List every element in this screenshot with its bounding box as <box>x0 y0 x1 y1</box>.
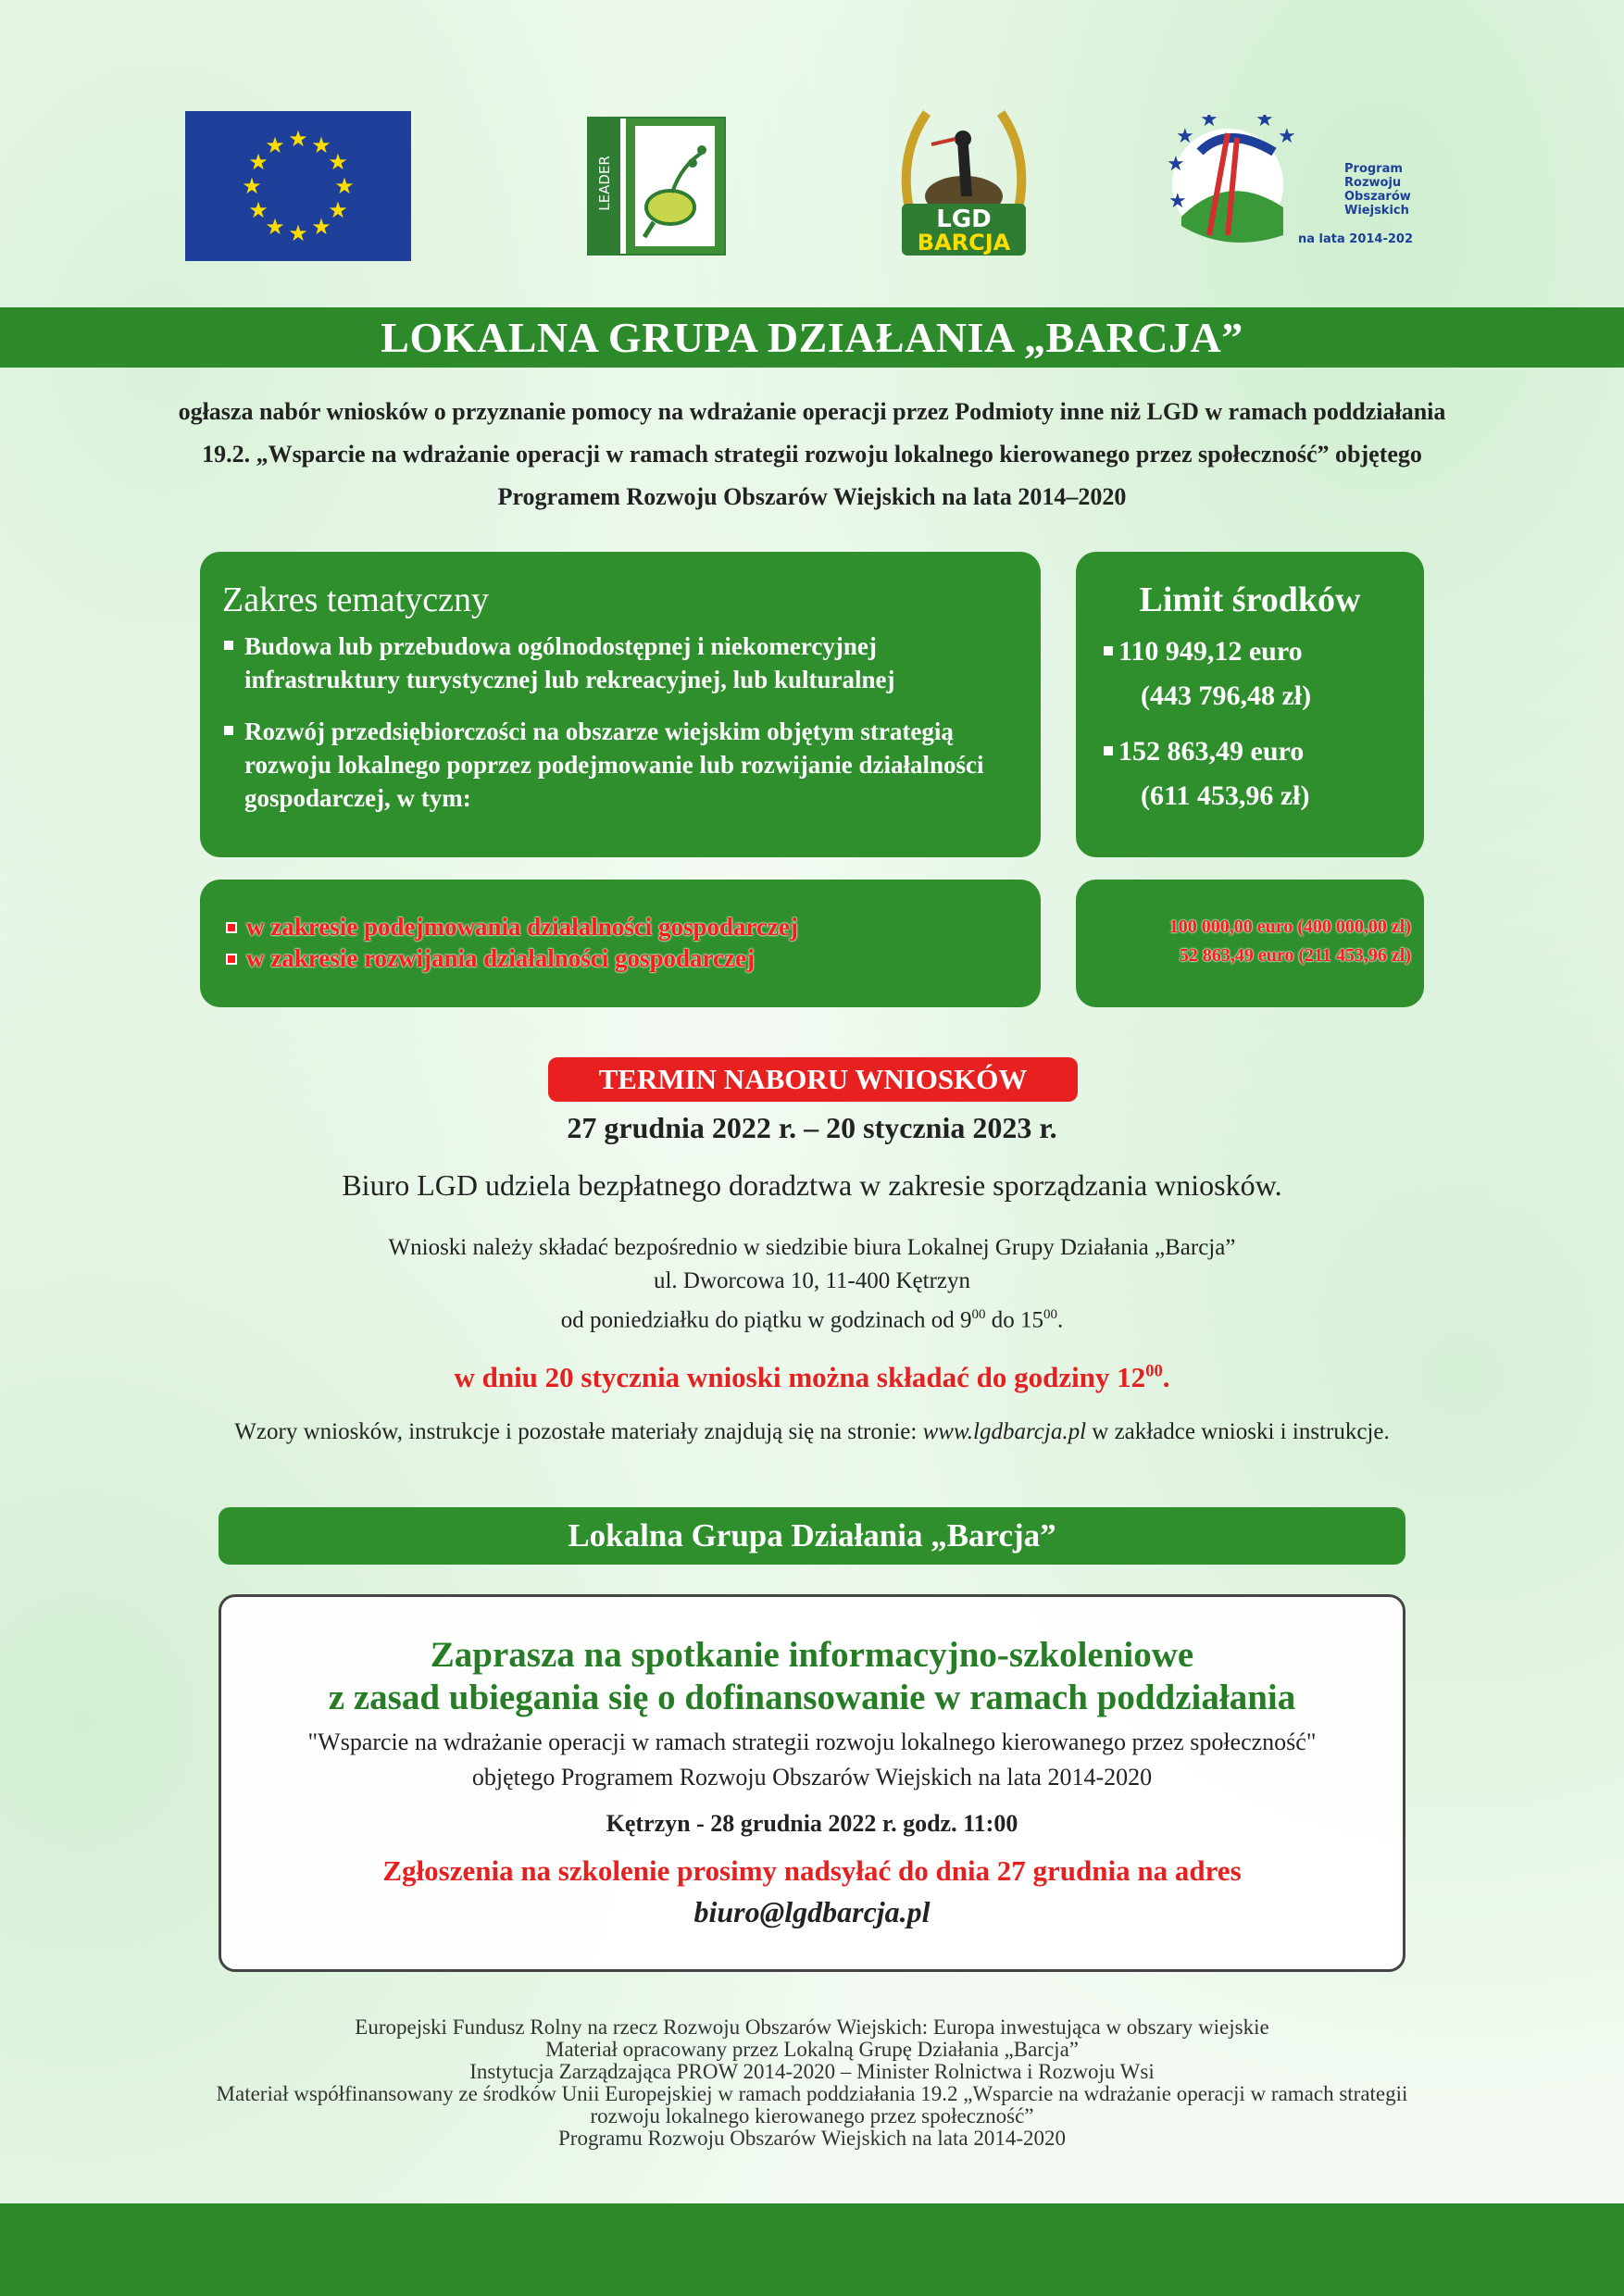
eu-flag-logo <box>185 111 411 261</box>
limit-pln: (611 453,96 zł) <box>1141 780 1310 811</box>
web-prefix: Wzory wniosków, instrukcje i pozostałe materiały znajdują się na stronie: <box>234 1419 923 1444</box>
hours-to-minutes: 00 <box>1043 1307 1057 1322</box>
place-line2: ul. Dworcowa 10, 11-400 Kętrzyn <box>653 1268 971 1293</box>
bottom-bar <box>0 2203 1624 2296</box>
meeting-email[interactable]: biuro@lgdbarcja.pl <box>693 1895 931 1928</box>
svg-text:★: ★ <box>248 149 269 175</box>
footer-line: Materiał opracowany przez Lokalną Grupę Działania „Barcja” <box>545 2038 1079 2061</box>
svg-text:★: ★ <box>334 173 355 199</box>
svg-text:★: ★ <box>328 197 348 223</box>
scope-list <box>222 630 1015 815</box>
svg-text:★: ★ <box>288 220 308 246</box>
deadline-suffix: . <box>1162 1361 1170 1393</box>
svg-text:★: ★ <box>288 126 308 152</box>
limit-pln: (443 796,48 zł) <box>1141 680 1312 711</box>
place-line1: Wnioski należy składać bezpośrednio w siedzibie biura Lokalnej Grupy Działania „Barcja” <box>388 1235 1236 1260</box>
meeting-when: Kętrzyn - 28 grudnia 2022 r. godz. 11:00 <box>606 1810 1018 1837</box>
footer-line: Europejski Fundusz Rolny na rzecz Rozwoju Obszarów Wiejskich: Europa inwestująca w obszary wiejskie <box>355 2015 1269 2039</box>
svg-text:★: ★ <box>248 197 269 223</box>
limit-item <box>1076 730 1424 818</box>
svg-text:★: ★ <box>265 214 285 240</box>
meeting-bar: Lokalna Grupa Działania „Barcja” <box>219 1507 1405 1565</box>
meeting-heading-2: z zasad ubiegania się o dofinansowanie w ramach poddziałania <box>328 1678 1296 1717</box>
web-info <box>222 1415 1402 1450</box>
sub-scope-item: w zakresie podejmowania działalności gospodarczej <box>224 911 1041 942</box>
limit-euro: 110 949,12 euro <box>1118 636 1303 667</box>
limit-box <box>1076 552 1424 857</box>
deadline-text: w dniu 20 stycznia wnioski można składać do godziny 12 <box>454 1361 1146 1393</box>
limit-list <box>1076 630 1424 818</box>
sub-scope-list <box>224 911 1041 974</box>
limit-euro: 152 863,49 euro <box>1118 736 1305 767</box>
meeting-heading-1: Zaprasza na spotkanie informacyjno-szkoleniowe <box>430 1635 1194 1675</box>
place-line3 <box>0 1298 1624 1337</box>
lgd-logo-line2: BARCJA <box>917 230 1011 256</box>
prow-logo-line4: Wiejskich <box>1344 204 1409 218</box>
svg-text:★: ★ <box>1255 115 1274 131</box>
hours-suffix: . <box>1056 1307 1064 1333</box>
meeting-quote-1: "Wsparcie na wdrażanie operacji w ramach strategii rozwoju lokalnego kierowanego przez społeczność" <box>307 1728 1317 1755</box>
meeting-box <box>219 1594 1405 1972</box>
sub-scope-box <box>200 880 1041 1007</box>
prow-logo-line2: Rozwoju <box>1344 176 1402 190</box>
title-banner: LOKALNA GRUPA DZIAŁANIA „BARCJA” <box>0 307 1624 368</box>
sub-amount-box <box>1076 880 1424 1007</box>
footer <box>74 2016 1550 2150</box>
place-info <box>0 1231 1624 1337</box>
svg-text:★: ★ <box>265 132 285 158</box>
hours-from-minutes: 00 <box>971 1307 986 1322</box>
sub-amount: 52 863,49 euro (211 453,96 zł) <box>1179 945 1411 966</box>
svg-text:★: ★ <box>1278 125 1296 148</box>
scope-title: Zakres tematyczny <box>222 580 490 619</box>
hours-prefix: od poniedziałku do piątku w godzinach od 9 <box>560 1307 972 1333</box>
footer-line: Instytucja Zarządzająca PROW 2014-2020 – Minister Rolnictwa i Rozwoju Wsi <box>469 2060 1155 2083</box>
scope-item: Rozwój przedsiębiorczości na obszarze wiejskim objętym strategią rozwoju lokalnego poprzez podejmowanie lub rozwijanie działalności gospodarczej, w tym: <box>222 715 1015 815</box>
svg-text:★: ★ <box>1167 153 1185 176</box>
sub-scope-item: w zakresie rozwijania działalności gospodarczej <box>224 942 1041 974</box>
advice-text: Biuro LGD udziela bezpłatnego doradztwa w zakresie sporządzania wniosków. <box>342 1168 1282 1202</box>
footer-line: Materiał współfinansowany ze środków Unii Europejskiej w ramach poddziałania 19.2 „Wsparcie na wdrażanie operacji w ramach strategii <box>216 2082 1408 2105</box>
footer-line: rozwoju lokalnego kierowanego przez społeczność” <box>590 2104 1034 2128</box>
prow-logo-line1: Program <box>1344 162 1403 176</box>
meeting-quote-2: objętego Programem Rozwoju Obszarów Wiejskich na lata 2014-2020 <box>471 1764 1153 1791</box>
leader-text: LEADER <box>596 156 613 211</box>
svg-text:★: ★ <box>328 149 348 175</box>
leader-logo <box>587 117 726 256</box>
svg-text:★: ★ <box>1176 125 1194 148</box>
termin-badge: TERMIN NABORU WNIOSKÓW <box>548 1057 1078 1102</box>
svg-text:★: ★ <box>1200 115 1218 131</box>
termin-dates: 27 grudnia 2022 r. – 20 stycznia 2023 r. <box>567 1111 1057 1144</box>
svg-text:★: ★ <box>311 132 331 158</box>
limit-item <box>1076 630 1424 718</box>
hours-mid: do 15 <box>985 1307 1043 1333</box>
sub-amount: 100 000,00 euro (400 000,00 zł) <box>1168 917 1411 937</box>
limit-title: Limit środków <box>1139 580 1361 619</box>
meeting-registration: Zgłoszenia na szkolenie prosimy nadsyłać do dnia 27 grudnia na adres <box>382 1854 1242 1887</box>
deadline-note <box>0 1361 1624 1394</box>
svg-text:★: ★ <box>242 173 262 199</box>
scope-item: Budowa lub przebudowa ogólnodostępnej i niekomercyjnej infrastruktury turystycznej lub rekreacyjnej, lub kulturalnej <box>222 630 1015 696</box>
lgd-barcja-logo <box>894 104 1033 261</box>
svg-text:★: ★ <box>311 214 331 240</box>
deadline-minutes: 00 <box>1145 1361 1163 1381</box>
web-suffix: w zakładce wnioski i instrukcje. <box>1086 1419 1390 1444</box>
website-link[interactable]: www.lgdbarcja.pl <box>922 1419 1087 1444</box>
prow-logo-line3: Obszarów <box>1344 190 1411 204</box>
prow-logo <box>1163 115 1413 254</box>
scope-box <box>200 552 1041 857</box>
intro-text: ogłasza nabór wniosków o przyznanie pomocy na wdrażanie operacji przez Podmioty inne niż LGD w ramach poddziałania 19.2. „Wsparcie na wdrażanie operacji w ramach strategii rozwoju lokalnego kierowanego przez społeczność” objętego Programem Rozwoju Obszarów Wiejskich na lata 2014–2020 <box>178 398 1446 510</box>
lgd-logo-line1: LGD <box>936 206 992 233</box>
prow-logo-years: na lata 2014-2020 <box>1298 232 1413 246</box>
svg-text:★: ★ <box>1168 190 1187 213</box>
footer-line: Programu Rozwoju Obszarów Wiejskich na lata 2014-2020 <box>558 2127 1066 2150</box>
